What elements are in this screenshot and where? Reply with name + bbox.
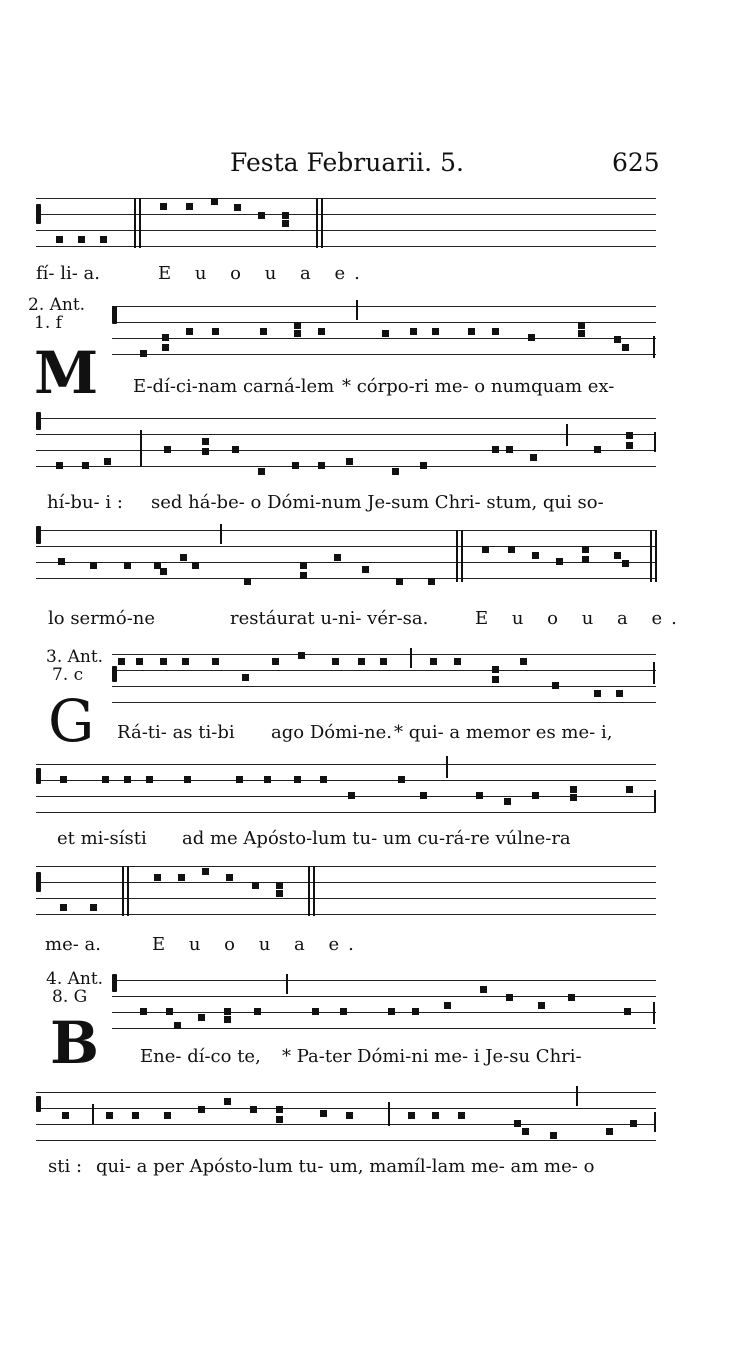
neume-note — [538, 1002, 545, 1009]
lyric-text: et mi-sísti — [57, 828, 147, 849]
neume-note — [506, 446, 513, 453]
neume-note — [276, 882, 283, 889]
neume-note — [432, 1112, 439, 1119]
neume-note — [276, 1116, 283, 1123]
lyric-text: sed há-be- o Dómi-num Je-sum Chri- stum, qui so- — [151, 492, 604, 513]
neume-note — [334, 554, 341, 561]
neume-note — [508, 546, 515, 553]
neume-note — [514, 1120, 521, 1127]
bar-line — [308, 866, 310, 916]
antiphon-mode: 1. f — [34, 313, 62, 333]
neume-note — [282, 220, 289, 227]
neume-note — [476, 792, 483, 799]
bar-line — [122, 866, 124, 916]
neume-note — [614, 336, 621, 343]
neume-note — [294, 322, 301, 329]
neume-note — [186, 203, 193, 210]
neume-note — [420, 792, 427, 799]
staff-line — [36, 246, 656, 247]
bar-line — [127, 866, 129, 916]
neume-note — [582, 556, 589, 563]
neume-note — [594, 446, 601, 453]
neume-note — [444, 1002, 451, 1009]
neume-note — [468, 328, 475, 335]
staff-line — [112, 338, 656, 339]
neume-note — [212, 328, 219, 335]
lyric-text: restáurat u-ni- vér-sa. — [230, 608, 429, 629]
neume-note — [56, 462, 63, 469]
staff-line — [36, 546, 656, 547]
neume-note — [252, 882, 259, 889]
lyric-text: hí-bu- i : — [47, 492, 123, 513]
bar-line — [313, 866, 315, 916]
neume-note — [100, 236, 107, 243]
antiphon-label — [46, 970, 103, 1006]
lyric-text: * qui- a memor es me- i, — [394, 722, 613, 743]
lyric-text: ad me Apósto-lum tu- um cu-rá-re vúlne-ra — [182, 828, 571, 849]
antiphon-mode: 7. c — [52, 665, 84, 685]
neume-note — [348, 792, 355, 799]
neume-note — [162, 344, 169, 351]
neume-note — [428, 578, 435, 585]
neume-note — [282, 212, 289, 219]
neume-note — [202, 868, 209, 875]
staff-line — [36, 466, 656, 467]
staff-line — [36, 812, 656, 813]
bar-line — [654, 790, 656, 812]
neume-note — [198, 1014, 205, 1021]
lyric-text: ago Dómi-ne. — [271, 722, 392, 743]
clef-icon — [36, 204, 41, 224]
neume-note — [186, 328, 193, 335]
lyric-text: * córpo-ri me- o numquam ex- — [342, 376, 615, 397]
euouae-text: E u o u a e. — [152, 934, 363, 955]
staff-line — [112, 306, 656, 307]
clef-icon — [36, 768, 41, 784]
neume-note — [454, 658, 461, 665]
neume-note — [432, 328, 439, 335]
staff-line — [36, 764, 656, 765]
neume-note — [166, 1008, 173, 1015]
neume-note — [532, 552, 539, 559]
antiphon-mode: 8. G — [52, 987, 88, 1007]
euouae-text: E u o u a e. — [158, 263, 369, 284]
neume-note — [570, 786, 577, 793]
neume-note — [520, 658, 527, 665]
neume-note — [56, 236, 63, 243]
neume-note — [340, 1008, 347, 1015]
staff-line — [36, 230, 656, 231]
neume-note — [430, 658, 437, 665]
staff-line — [112, 702, 656, 703]
neume-note — [124, 776, 131, 783]
neume-note — [532, 792, 539, 799]
neume-note — [294, 776, 301, 783]
neume-note — [408, 1112, 415, 1119]
neume-note — [362, 566, 369, 573]
neume-note — [582, 546, 589, 553]
neume-note — [626, 432, 633, 439]
clef-icon — [36, 412, 41, 430]
neume-note — [106, 1112, 113, 1119]
neume-note — [192, 562, 199, 569]
neume-note — [568, 994, 575, 1001]
bar-line — [321, 198, 323, 248]
neume-note — [182, 658, 189, 665]
neume-note — [318, 328, 325, 335]
staff-line — [36, 434, 656, 435]
neume-note — [570, 794, 577, 801]
staff-line — [36, 914, 656, 915]
neume-note — [258, 212, 265, 219]
neume-note — [90, 562, 97, 569]
neume-note — [198, 1106, 205, 1113]
neume-note — [202, 448, 209, 455]
neume-note — [224, 1008, 231, 1015]
neume-note — [160, 658, 167, 665]
neume-note — [90, 904, 97, 911]
staff-line — [36, 530, 656, 531]
bar-line — [410, 648, 412, 668]
staff-line — [36, 1092, 656, 1093]
neume-note — [312, 1008, 319, 1015]
bar-line — [566, 424, 568, 446]
staff-line — [36, 578, 656, 579]
neume-note — [224, 1016, 231, 1023]
staff-line — [36, 198, 656, 199]
neume-note — [276, 1106, 283, 1113]
staff-line — [36, 796, 656, 797]
neume-note — [244, 578, 251, 585]
bar-line — [650, 530, 652, 582]
staff-line — [36, 866, 656, 867]
staff-line — [36, 214, 656, 215]
neume-note — [124, 562, 131, 569]
neume-note — [202, 438, 209, 445]
neume-note — [174, 1022, 181, 1029]
neume-note — [78, 236, 85, 243]
neume-note — [102, 776, 109, 783]
neume-note — [232, 446, 239, 453]
lyric-text: E-dí-ci-nam carná-lem — [133, 376, 335, 397]
neume-note — [318, 462, 325, 469]
neume-note — [276, 890, 283, 897]
chant-staff — [36, 198, 656, 250]
neume-note — [550, 1132, 557, 1139]
antiphon-number: 2. Ant. — [28, 295, 86, 315]
neume-note — [236, 776, 243, 783]
lyric-text: * Pa-ter Dómi-ni me- i Je-su Chri- — [282, 1046, 582, 1067]
neume-note — [162, 334, 169, 341]
neume-note — [60, 904, 67, 911]
page-title: Festa Februarii. 5. — [230, 148, 464, 177]
neume-note — [320, 1110, 327, 1117]
neume-note — [272, 658, 279, 665]
neume-note — [346, 1112, 353, 1119]
lyric-text: qui- a per Apósto-lum tu- um, mamíl-lam me- am me- o — [96, 1156, 595, 1177]
neume-note — [346, 458, 353, 465]
staff-line — [36, 1124, 656, 1125]
bar-line — [388, 1102, 390, 1126]
lyric-text: Ene- dí-co te, — [140, 1046, 261, 1067]
neume-note — [556, 558, 563, 565]
bar-line — [134, 198, 136, 248]
clef-icon — [36, 872, 41, 892]
neume-note — [480, 986, 487, 993]
bar-line — [356, 300, 358, 320]
neume-note — [606, 1128, 613, 1135]
neume-note — [388, 1008, 395, 1015]
neume-note — [392, 468, 399, 475]
bar-line — [139, 198, 141, 248]
staff-line — [112, 354, 656, 355]
neume-note — [132, 1112, 139, 1119]
neume-note — [482, 546, 489, 553]
neume-note — [626, 442, 633, 449]
staff-line — [36, 882, 656, 883]
bar-line — [654, 1112, 656, 1132]
neume-note — [578, 330, 585, 337]
neume-note — [140, 350, 147, 357]
chant-staff — [36, 866, 656, 918]
staff-line — [112, 686, 656, 687]
neume-note — [136, 658, 143, 665]
neume-note — [212, 658, 219, 665]
chant-staff — [112, 980, 656, 1032]
neume-note — [594, 690, 601, 697]
neume-note — [292, 462, 299, 469]
neume-note — [60, 776, 67, 783]
lyric-text: sti : — [48, 1156, 83, 1177]
neume-note — [380, 658, 387, 665]
clef-icon — [112, 666, 117, 682]
clef-icon — [36, 526, 41, 544]
neume-note — [630, 1120, 637, 1127]
staff-line — [112, 654, 656, 655]
neume-note — [250, 1106, 257, 1113]
neume-note — [382, 330, 389, 337]
neume-note — [164, 446, 171, 453]
neume-note — [258, 468, 265, 475]
neume-note — [118, 658, 125, 665]
staff-line — [36, 898, 656, 899]
bar-line — [461, 530, 463, 582]
chant-staff — [112, 654, 656, 706]
neume-note — [300, 572, 307, 579]
neume-note — [530, 454, 537, 461]
neume-note — [224, 1098, 231, 1105]
bar-line — [653, 662, 655, 684]
neume-note — [58, 558, 65, 565]
bar-line — [456, 530, 458, 582]
neume-note — [234, 204, 241, 211]
bar-line — [220, 524, 222, 544]
neume-note — [82, 462, 89, 469]
chant-staff — [112, 306, 656, 358]
neume-note — [254, 1008, 261, 1015]
antiphon-number: 3. Ant. — [46, 647, 104, 667]
neume-note — [492, 666, 499, 673]
neume-note — [624, 1008, 631, 1015]
neume-note — [184, 776, 191, 783]
initial-letter: B — [50, 1009, 100, 1077]
neume-note — [154, 874, 161, 881]
neume-note — [160, 568, 167, 575]
neume-note — [492, 676, 499, 683]
neume-note — [242, 674, 249, 681]
bar-line — [653, 336, 655, 358]
bar-line — [655, 530, 657, 582]
antiphon-label — [46, 648, 103, 684]
staff-line — [112, 670, 656, 671]
neume-note — [420, 462, 427, 469]
neume-note — [358, 658, 365, 665]
neume-note — [298, 652, 305, 659]
staff-line — [36, 1108, 656, 1109]
staff-line — [36, 1140, 656, 1141]
clef-icon — [112, 306, 117, 324]
lyric-text: fí- li- a. — [36, 263, 100, 284]
neume-note — [492, 328, 499, 335]
page-number: 625 — [612, 148, 660, 177]
bar-line — [92, 1104, 94, 1124]
neume-note — [140, 1008, 147, 1015]
neume-note — [294, 330, 301, 337]
staff-line — [112, 1028, 656, 1029]
neume-note — [504, 798, 511, 805]
neume-note — [332, 658, 339, 665]
neume-note — [396, 578, 403, 585]
neume-note — [211, 198, 218, 205]
staff-line — [36, 418, 656, 419]
clef-icon — [112, 974, 117, 992]
neume-note — [160, 203, 167, 210]
neume-note — [300, 562, 307, 569]
clef-icon — [36, 1096, 41, 1112]
neume-note — [226, 874, 233, 881]
neume-note — [622, 560, 629, 567]
initial-letter: M — [34, 339, 99, 407]
bar-line — [653, 1002, 655, 1024]
chant-staff — [36, 764, 656, 816]
bar-line — [316, 198, 318, 248]
neume-note — [180, 554, 187, 561]
neume-note — [146, 776, 153, 783]
bar-line — [286, 974, 288, 994]
lyric-text: lo sermó-ne — [48, 608, 156, 629]
neume-note — [578, 322, 585, 329]
neume-note — [104, 458, 111, 465]
bar-line — [140, 430, 142, 466]
antiphon-label — [28, 296, 85, 332]
neume-note — [458, 1112, 465, 1119]
chant-staff — [36, 1092, 656, 1144]
chant-staff — [36, 418, 656, 470]
neume-note — [164, 1112, 171, 1119]
bar-line — [576, 1086, 578, 1106]
neume-note — [264, 776, 271, 783]
staff-line — [112, 980, 656, 981]
neume-note — [398, 776, 405, 783]
neume-note — [506, 994, 513, 1001]
neume-note — [614, 552, 621, 559]
staff-line — [112, 322, 656, 323]
neume-note — [522, 1128, 529, 1135]
bar-line — [446, 756, 448, 778]
neume-note — [410, 328, 417, 335]
neume-note — [528, 334, 535, 341]
chant-staff — [36, 530, 656, 586]
neume-note — [622, 344, 629, 351]
staff-line — [36, 450, 656, 451]
neume-note — [62, 1112, 69, 1119]
neume-note — [260, 328, 267, 335]
neume-note — [552, 682, 559, 689]
neume-note — [320, 776, 327, 783]
bar-line — [654, 432, 656, 452]
neume-note — [412, 1008, 419, 1015]
lyric-text: Rá-ti- as ti-bi — [117, 722, 235, 743]
initial-letter: G — [48, 687, 95, 755]
neume-note — [492, 446, 499, 453]
neume-note — [616, 690, 623, 697]
neume-note — [626, 786, 633, 793]
neume-note — [178, 874, 185, 881]
lyric-text: me- a. — [45, 934, 101, 955]
staff-line — [112, 1012, 656, 1013]
antiphon-number: 4. Ant. — [46, 969, 104, 989]
euouae-text: E u o u a e. — [475, 608, 686, 629]
